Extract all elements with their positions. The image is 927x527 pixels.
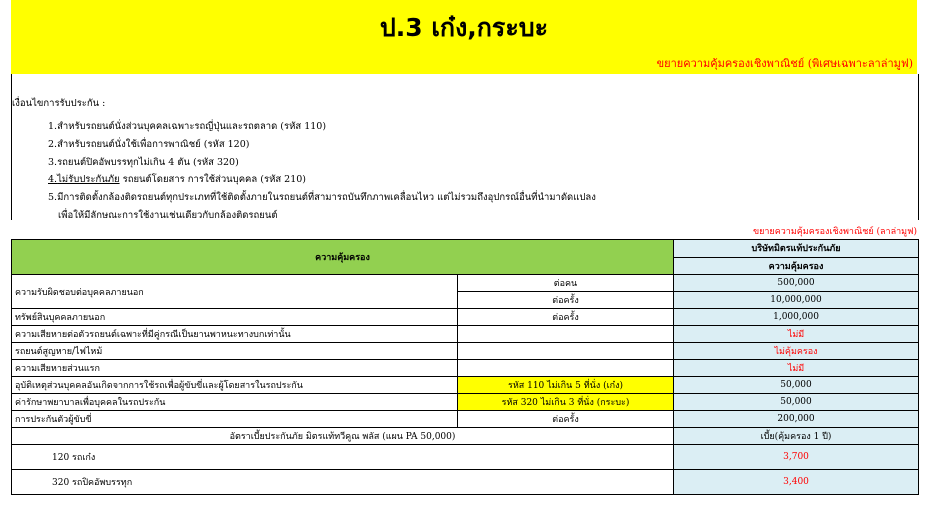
coverage-table: [11, 239, 919, 495]
table-row: [12, 309, 919, 326]
row-unit: รหัส 110 ไม่เกิน 5 ที่นั่ง (เก๋ง): [458, 377, 674, 394]
premium-header-row: [12, 428, 919, 445]
conditions-box: [11, 74, 919, 220]
premium-label: อัตราเบี้ยประกันภัย มิตรแท้ทวีคูณ พลัส (แผน PA 50,000): [12, 428, 674, 445]
premium-row-label: 120 รถเก๋ง: [12, 445, 674, 470]
row-unit: [458, 326, 674, 343]
premium-row: [12, 470, 919, 495]
company-subheader: ความคุ้มครอง: [674, 257, 919, 275]
row-value: 1,000,000: [674, 309, 919, 326]
condition-item: เพื่อให้มีลักษณะการใช้งานเช่นเดียวกับกล้องติดรถยนต์: [58, 210, 278, 221]
row-value: 10,000,000: [674, 292, 919, 309]
condition-item: 3.รถยนต์ปิคอัพบรรทุกไม่เกิน 4 ตัน (รหัส 320): [48, 157, 239, 168]
row-unit: รหัส 320 ไม่เกิน 3 ที่นั่ง (กระบะ): [458, 394, 674, 411]
row-value: 50,000: [674, 394, 919, 411]
row-value: 50,000: [674, 377, 919, 394]
row-label: ค่ารักษาพยาบาลเพื่อบุคคลในรถประกัน: [12, 394, 458, 411]
row-label: ทรัพย์สินบุคคลภายนอก: [12, 309, 458, 326]
coverage-header: ความคุ้มครอง: [12, 240, 674, 275]
row-unit: ต่อครั้ง: [458, 292, 674, 309]
premium-value-header: เบี้ย(คุ้มครอง 1 ปี): [674, 428, 919, 445]
table-row: [12, 326, 919, 343]
table-header-row: [12, 240, 919, 258]
condition-item-4-text: รถยนต์โดยสาร การใช้ส่วนบุคคล (รหัส 210): [122, 174, 306, 185]
row-unit: ต่อคน: [458, 275, 674, 292]
condition-item: 2.สำหรับรถยนต์นั่งใช้เพื่อการพาณิชย์ (รหัส 120): [48, 139, 250, 150]
row-label: อุบัติเหตุส่วนบุคคลอันเกิดจากการใช้รถเพื่อผู้ขับขี่และผู้โดยสารในรถประกัน: [12, 377, 458, 394]
row-label: ความเสียหายต่อตัวรถยนต์เฉพาะที่มีคู่กรณีเป็นยานพาหนะทางบกเท่านั้น: [12, 326, 458, 343]
row-value: 500,000: [674, 275, 919, 292]
table-row: [12, 275, 919, 292]
row-label: รถยนต์สูญหาย/ไฟไหม้: [12, 343, 458, 360]
commercial-note: ขยายความคุ้มครองเชิงพาณิชย์ (ลาล่ามูฟ): [752, 227, 917, 237]
table-row: [12, 343, 919, 360]
condition-item: [48, 172, 306, 187]
row-value: ไม่มี: [674, 326, 919, 343]
row-unit: ต่อครั้ง: [458, 309, 674, 326]
row-value: 200,000: [674, 411, 919, 428]
row-unit: [458, 360, 674, 377]
condition-item: 5.มีการติดตั้งกล้องติดรถยนต์ทุกประเภทที่ใช้ติดตั้งภายในรถยนต์ที่สามารถบันทึกภาพเคลื่อนไหว แต่ไม่รวมถึงอุปกรณ์อื่นที่นำมาดัดแปลง: [48, 192, 596, 203]
row-label: ความรับผิดชอบต่อบุคคลภายนอก: [12, 275, 458, 309]
table-row: [12, 360, 919, 377]
page-title: ป.3 เก๋ง,กระบะ: [379, 13, 549, 42]
row-label: ความเสียหายส่วนแรก: [12, 360, 458, 377]
condition-item-4-prefix: 4.: [48, 174, 58, 185]
condition-item-4-underlined: ไม่รับประกันภัย: [57, 174, 120, 185]
page-subtitle: ขยายความคุ้มครองเชิงพาณิชย์ (พิเศษเฉพาะลาล่ามูฟ): [656, 57, 913, 70]
premium-row-label: 320 รถปิคอัพบรรทุก: [12, 470, 674, 495]
premium-row: [12, 445, 919, 470]
premium-row-value: 3,400: [674, 470, 919, 495]
row-value: ไม่มี: [674, 360, 919, 377]
row-label: การประกันตัวผู้ขับขี่: [12, 411, 458, 428]
table-row: [12, 377, 919, 394]
premium-row-value: 3,700: [674, 445, 919, 470]
table-row: [12, 394, 919, 411]
row-unit: ต่อครั้ง: [458, 411, 674, 428]
conditions-heading: เงื่อนไขการรับประกัน :: [12, 98, 106, 109]
row-unit: [458, 343, 674, 360]
company-header: บริษัทมิตรแท้ประกันภัย: [674, 240, 919, 258]
title-banner: [11, 0, 917, 74]
row-value: ไม่คุ้มครอง: [674, 343, 919, 360]
condition-item: 1.สำหรับรถยนต์นั่งส่วนบุคคลเฉพาะรถญี่ปุ่นและรถตลาด (รหัส 110): [48, 121, 327, 132]
table-row: [12, 411, 919, 428]
